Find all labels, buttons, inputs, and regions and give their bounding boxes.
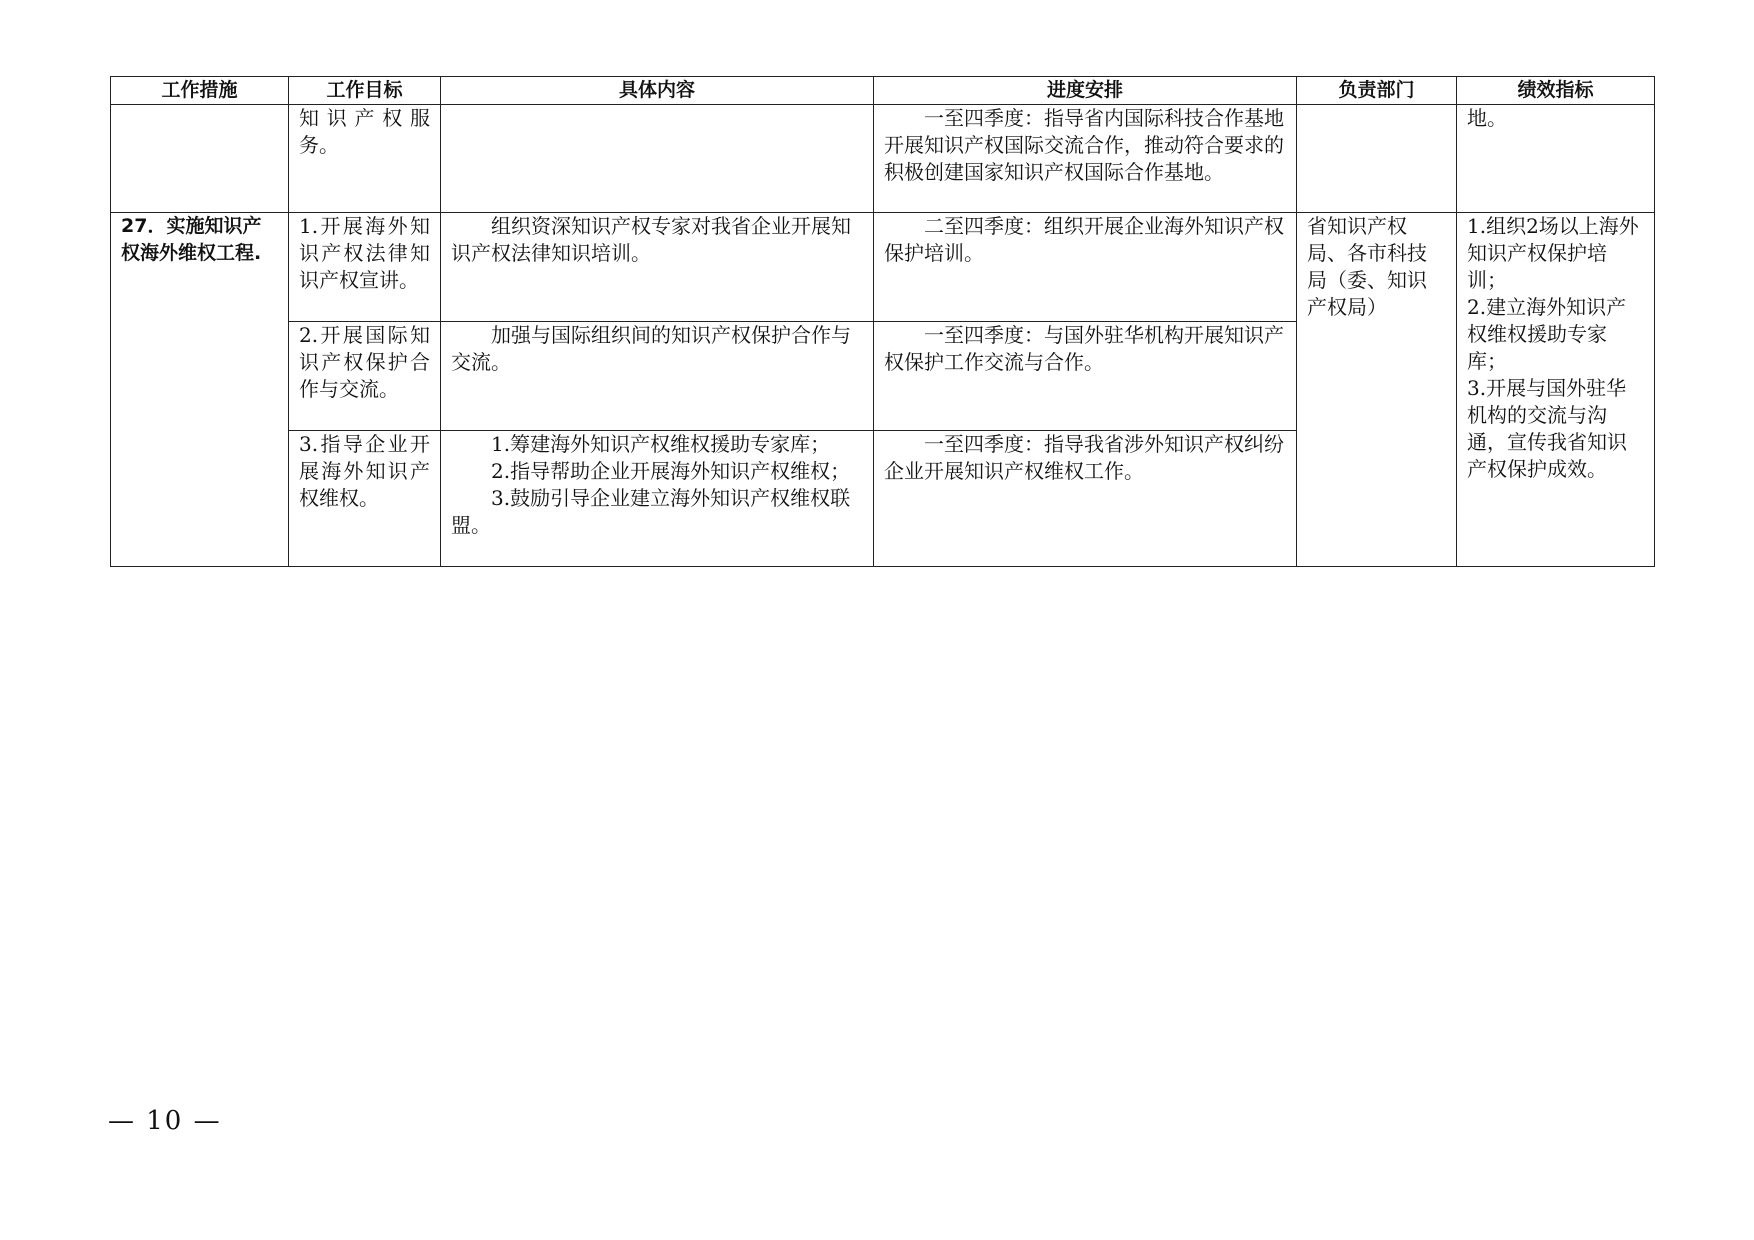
- content-item: 1.筹建海外知识产权维权援助专家库；: [491, 432, 831, 456]
- measure-27-department: 省知识产权局、各市科技局（委、知识产权局）: [1297, 213, 1457, 567]
- cell-schedule: 一至四季度：指导省内国际科技合作基地开展知识产权国际交流合作，推动符合要求的积极创建国家知识产权国际合作基地。: [874, 105, 1297, 213]
- cell-indicator: 地。: [1457, 105, 1655, 213]
- cell-schedule: 一至四季度：与国外驻华机构开展知识产权保护工作交流与合作。: [874, 322, 1297, 431]
- cell-schedule: 一至四季度：指导我省涉外知识产权纠纷企业开展知识产权维权工作。: [874, 431, 1297, 567]
- cell-goal: 3.指导企业开展海外知识产权维权。: [289, 431, 441, 567]
- indicator-item: 2.建立海外知识产权维权援助专家库；: [1467, 295, 1627, 373]
- measure-27-title: 27．实施知识产权海外维权工程.: [111, 213, 289, 567]
- cell-department: [1297, 105, 1457, 213]
- header-measure: 工作措施: [111, 77, 289, 105]
- cell-content: [441, 431, 874, 567]
- header-department: 负责部门: [1297, 77, 1457, 105]
- content-item: 3.鼓励引导企业建立海外知识产权维权联盟。: [451, 486, 851, 537]
- cell-goal: 知识产权服务。: [289, 105, 441, 213]
- measure-27-indicators: [1457, 213, 1655, 567]
- cell-goal: 1.开展海外知识产权法律知识产权宣讲。: [289, 213, 441, 322]
- table-header-row: [111, 77, 1655, 105]
- table-row: [111, 105, 1655, 213]
- header-content: 具体内容: [441, 77, 874, 105]
- cell-schedule: 二至四季度：组织开展企业海外知识产权保护培训。: [874, 213, 1297, 322]
- work-plan-table: [110, 76, 1655, 567]
- cell-content: [441, 105, 874, 213]
- header-schedule: 进度安排: [874, 77, 1297, 105]
- content-item: 2.指导帮助企业开展海外知识产权维权；: [491, 459, 851, 483]
- cell-measure: [111, 105, 289, 213]
- cell-content: 组织资深知识产权专家对我省企业开展知识产权法律知识培训。: [441, 213, 874, 322]
- cell-content: 加强与国际组织间的知识产权保护合作与交流。: [441, 322, 874, 431]
- page-number: — 10 —: [108, 1106, 222, 1136]
- indicator-item: 1.组织2场以上海外知识产权保护培训；: [1467, 214, 1639, 292]
- cell-goal: 2.开展国际知识产权保护合作与交流。: [289, 322, 441, 431]
- table-row: [111, 213, 1655, 322]
- indicator-item: 3.开展与国外驻华机构的交流与沟通，宣传我省知识产权保护成效。: [1467, 376, 1627, 481]
- header-goal: 工作目标: [289, 77, 441, 105]
- header-indicator: 绩效指标: [1457, 77, 1655, 105]
